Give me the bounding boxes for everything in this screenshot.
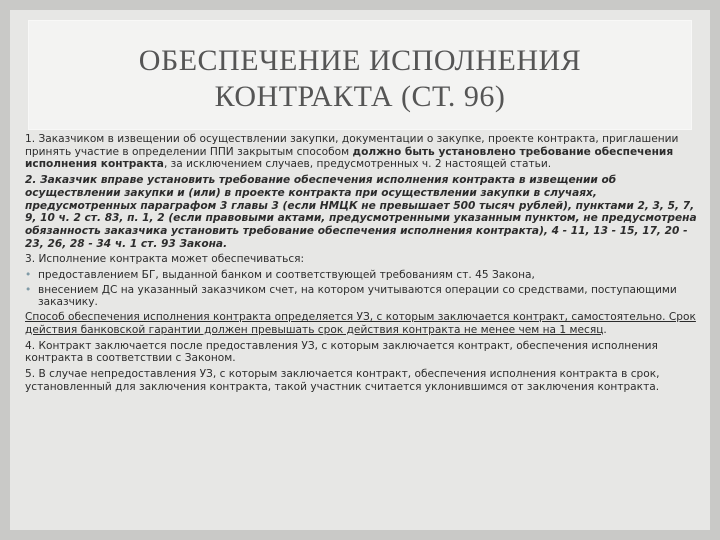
method-underlined-text: Способ обеспечения исполнения контракта определяется УЗ, с которым заключается контракт, самостоятельно. Срок действия банковской гарантии должен превышать срок действия контракта не менее чем на 1 месяц: [25, 311, 696, 336]
title-line-1: ОБЕСПЕЧЕНИЕ ИСПОЛНЕНИЯ: [138, 44, 582, 77]
slide: [10, 10, 710, 530]
paragraph-2: 2. Заказчик вправе установить требование обеспечения исполнения контракта в извещении об осуществлении закупки и (или) в проекте контракта при осуществлении закупки в случаях, предусмотренных параграфом 3 главы 3 (если НМЦК не превышает 500 тысяч рублей), пунктами 2, 3, 5, 7, 9, 10 ч. 2 ст. 83, п. 1, 2 (если правовыми актами, предусмотренными указанным пунктом, не предусмотрена обязанность заказчика установить требование обеспечения исполнения контракта), 4 - 11, 13 - 15, 17, 20 - 23, 26, 28 - 34 ч. 1 ст. 93 Закона.: [25, 174, 697, 250]
title-line-2: КОНТРАКТА (СТ. 96): [214, 80, 506, 113]
bullet-icon: •: [25, 269, 32, 282]
bullet-icon: •: [25, 283, 32, 296]
bullet-item-1: [25, 269, 697, 282]
slide-body: [25, 133, 697, 396]
paragraph-1-bold: должно быть установлено требование обеспечения исполнения контракта: [25, 145, 674, 171]
bullet-item-2: [25, 284, 697, 309]
paragraph-method: [25, 311, 697, 336]
paragraph-4: 4. Контракт заключается после предоставления УЗ, с которым заключается контракт, обеспечения исполнения контракта в соответствии с Законом.: [25, 339, 658, 365]
paragraph-1-tail: , за исключением случаев, предусмотренных ч. 2 настоящей статьи.: [163, 158, 552, 171]
bullet-text-1: предоставлением БГ, выданной банком и соответствующей требованиям ст. 45 Закона,: [38, 269, 535, 282]
bullet-text-2: внесением ДС на указанный заказчиком счет, на котором учитываются операции со средствами, поступающими заказчику.: [38, 283, 677, 309]
paragraph-3: 3. Исполнение контракта может обеспечиваться:: [25, 253, 305, 266]
paragraph-1-text: 1. Заказчиком в извещении об осуществлении закупки, документации о закупке, проекте контракта, приглашении принять участие в определении ППИ закрытым способом: [25, 133, 679, 158]
method-tail: .: [603, 323, 607, 336]
paragraph-5: 5. В случае непредоставления УЗ, с которым заключается контракт, обеспечения исполнения контракта в срок, установленный для заключения контракта, такой участник считается уклонившимся от заключения контракта.: [25, 367, 660, 393]
slide-title: [28, 20, 692, 130]
paragraph-1: [25, 133, 697, 171]
